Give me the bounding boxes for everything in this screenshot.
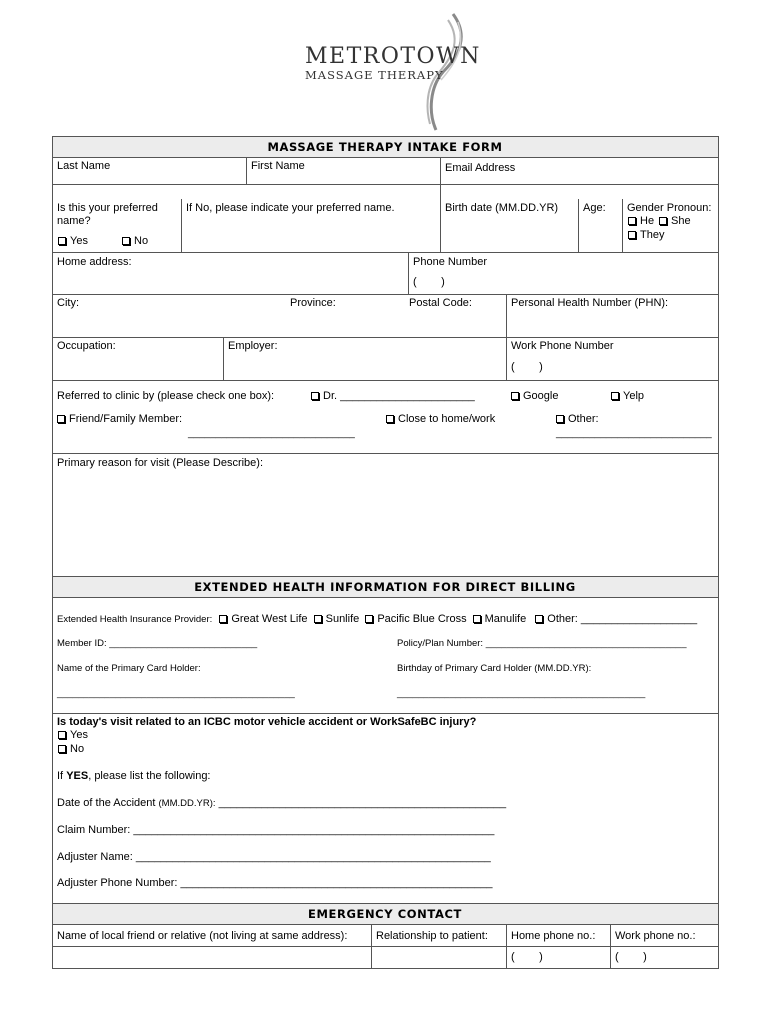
relationship-label: Relationship to patient: [376,930,488,942]
preferred-no-option[interactable]: No [122,235,148,247]
provider-sunlife-option[interactable]: Sunlife [314,613,360,625]
postal-code-label: Postal Code: [409,297,472,309]
home-phone-label: Home phone no.: [511,930,596,942]
icbc-yes-option[interactable]: Yes [58,729,88,741]
preferred-yes-option[interactable]: Yes [58,235,88,247]
pronoun-she-option[interactable]: She [659,215,691,227]
province-label: Province: [290,297,336,309]
provider-other-checkbox[interactable] [535,615,543,623]
extended-title: EXTENDED HEALTH INFORMATION FOR DIRECT BILLING [194,580,576,594]
gender-pronoun-label: Gender Pronoun: [627,202,712,214]
ref-friend-option[interactable]: Friend/Family Member: [57,413,182,425]
ref-other-option[interactable]: Other: [556,413,599,425]
email-label: Email Address [445,162,516,174]
provider-other-option[interactable]: Other: ___________________ [535,613,697,625]
city-label: City: [57,297,79,309]
holder-birthday-label: Birthday of Primary Card Holder (MM.DD.YR): [397,663,592,674]
preferred-question-line1: Is this your preferred [57,202,158,214]
employer-label: Employer: [228,340,278,352]
provider-gwl-checkbox[interactable] [219,615,227,623]
emergency-title: EMERGENCY CONTACT [308,907,462,921]
provider-manulife-option[interactable]: Manulife [473,613,527,625]
provider-manulife-checkbox[interactable] [473,615,481,623]
member-id-field[interactable]: Member ID: ____________________________ [57,638,258,649]
ref-other-line[interactable]: ____________________________ [556,428,712,439]
ref-dr-checkbox[interactable] [311,392,319,400]
provider-pbc-checkbox[interactable] [365,615,373,623]
ref-close-option[interactable]: Close to home/work [386,413,495,425]
ref-close-checkbox[interactable] [386,415,394,423]
pronoun-he-option[interactable]: He [628,215,654,227]
work-phone-area-code: ( ) [511,361,543,373]
ref-friend-line[interactable]: ______________________________ [188,428,355,439]
accident-date-field[interactable]: Date of the Accident (MM.DD.YR): _______________________________________________ [57,797,507,809]
phone-number-label: Phone Number [413,256,487,268]
ref-other-checkbox[interactable] [556,415,564,423]
logo-tagline: MASSAGE THERAPY [305,68,444,82]
preferred-no-checkbox[interactable] [122,237,130,245]
preferred-question-line2: name? [57,215,91,227]
ref-friend-checkbox[interactable] [57,415,65,423]
phone-area-code: ( ) [413,276,445,288]
phn-label: Personal Health Number (PHN): [511,297,669,309]
primary-reason-label: Primary reason for visit (Please Describe): [57,457,264,469]
adjuster-phone-field[interactable]: Adjuster Phone Number: ___________________________________________________ [57,877,493,889]
icbc-yes-checkbox[interactable] [58,731,66,739]
work-phone-label: Work Phone Number [511,340,614,352]
primary-holder-line[interactable]: _____________________________________________ [57,688,295,699]
preferred-name-label: If No, please indicate your preferred name. [186,202,395,214]
home-phone-area-code: ( ) [511,951,543,963]
logo-name: METROTOWN [305,44,481,69]
claim-number-field[interactable]: Claim Number: ___________________________________________________________ [57,824,495,836]
referred-label: Referred to clinic by (please check one box): [57,390,275,402]
icbc-no-option[interactable]: No [58,743,84,755]
preferred-yes-checkbox[interactable] [58,237,66,245]
ref-yelp-checkbox[interactable] [611,392,619,400]
birth-date-label: Birth date (MM.DD.YR) [445,202,559,214]
ref-google-option[interactable]: Google [511,390,558,402]
pronoun-she-checkbox[interactable] [659,217,667,225]
occupation-label: Occupation: [57,340,116,352]
provider-row [57,613,697,625]
pronoun-they-checkbox[interactable] [628,231,636,239]
icbc-question: Is today's visit related to an ICBC motor vehicle accident or WorkSafeBC injury? [57,716,477,728]
pronoun-he-checkbox[interactable] [628,217,636,225]
work-phone-no-label: Work phone no.: [615,930,696,942]
ref-dr-option[interactable]: Dr. ______________________ [311,390,475,402]
provider-label: Extended Health Insurance Provider: [57,614,213,625]
provider-pbc-option[interactable]: Pacific Blue Cross [365,613,466,625]
age-label: Age: [583,202,606,214]
icbc-no-checkbox[interactable] [58,745,66,753]
pronoun-they-option[interactable]: They [628,229,664,241]
provider-gwl-option[interactable]: Great West Life [219,613,307,625]
friend-label: Name of local friend or relative (not living at same address): [57,930,348,942]
if-yes-instruction: If YES, please list the following: [57,770,211,782]
form-title: MASSAGE THERAPY INTAKE FORM [267,140,503,154]
holder-birthday-line[interactable]: _______________________________________________ [397,688,646,699]
adjuster-name-field[interactable]: Adjuster Name: __________________________________________________________ [57,851,491,863]
work-phone-area-code-ec: ( ) [615,951,647,963]
home-address-label: Home address: [57,256,132,268]
ref-yelp-option[interactable]: Yelp [611,390,644,402]
first-name-label: First Name [251,160,305,172]
policy-number-field[interactable]: Policy/Plan Number: ______________________________________ [397,638,687,649]
ref-google-checkbox[interactable] [511,392,519,400]
last-name-label: Last Name [57,160,111,172]
provider-sunlife-checkbox[interactable] [314,615,322,623]
primary-holder-label: Name of the Primary Card Holder: [57,663,201,674]
